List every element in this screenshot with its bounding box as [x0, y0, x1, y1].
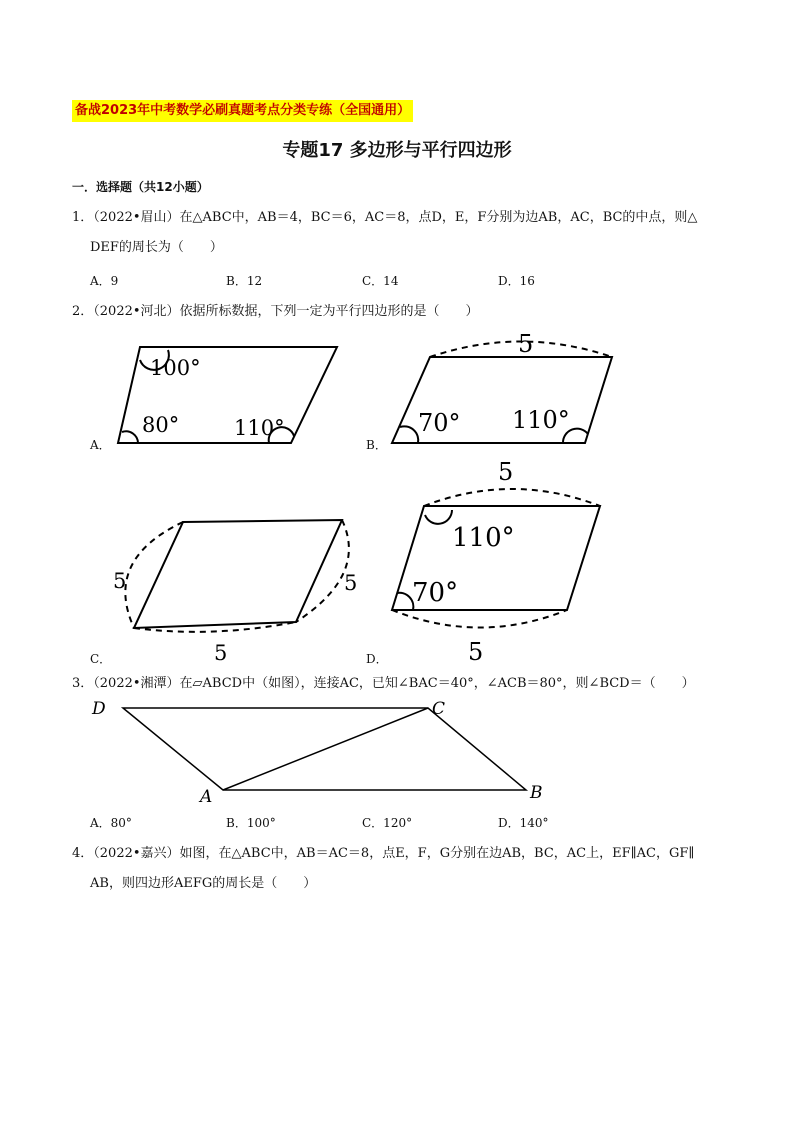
- q2-figure-d: [388, 455, 618, 665]
- figure-a-angle-100: 100°: [150, 356, 201, 380]
- vertex-d-label: D: [92, 699, 106, 719]
- figure-a-angle-110: 110°: [234, 416, 285, 440]
- series-banner: 备战2023年中考数学必刷真题考点分类专练（全国通用）: [72, 100, 413, 122]
- vertex-b-label: B: [530, 783, 543, 803]
- figure-d-angle-70: 70°: [412, 578, 459, 608]
- q4-stem-line2: AB，则四边形AEFG的周长是（ ）: [90, 876, 317, 891]
- figure-b-angle-110: 110°: [512, 406, 570, 434]
- q2-figure-a: [110, 340, 350, 455]
- q3-option-b: B．100°: [226, 816, 276, 830]
- q1-option-c: C．14: [362, 274, 399, 288]
- figure-d-angle-arc-bottom: [397, 593, 413, 610]
- q2-figure-a-label: A．: [90, 438, 111, 452]
- q2-figure-b: [388, 330, 628, 455]
- figure-c-side-5-left: 5: [113, 569, 127, 593]
- figure-a-angle-80: 80°: [142, 413, 180, 437]
- figure-b-angle-70: 70°: [418, 409, 461, 437]
- q3-figure-parallelogram: [88, 696, 568, 808]
- figure-d-angle-arc-top: [425, 510, 452, 524]
- figure-b-side-5: 5: [518, 330, 534, 358]
- figure-b-angle-arc-left: [400, 426, 418, 443]
- figure-c-side-5-bottom: 5: [214, 641, 228, 665]
- q1-stem-line1: 1．（2022•眉山）在△ABC中，AB＝4，BC＝6，AC＝8，点D，E，F分别为边AB，AC，BC的中点，则△: [72, 210, 698, 225]
- q2-stem: 2．（2022•河北）依据所标数据，下列一定为平行四边形的是（ ）: [72, 304, 479, 319]
- figure-d-side-5-top: 5: [498, 458, 514, 486]
- q3-option-a: A．80°: [90, 816, 132, 830]
- page-title: 专题17 多边形与平行四边形: [282, 140, 512, 161]
- q2-figure-c-label: C．: [90, 652, 112, 666]
- q3-option-c: C．120°: [362, 816, 413, 830]
- q1-stem-line2: DEF的周长为（ ）: [90, 240, 223, 255]
- figure-a-angle-arc-bottom-left: [122, 431, 138, 443]
- q1-option-d: D．16: [498, 274, 535, 288]
- figure-c-length-arc-left: [125, 522, 183, 628]
- q1-option-a: A．9: [90, 274, 119, 288]
- figure-c-quadrilateral: [134, 520, 342, 628]
- q3-option-d: D．140°: [498, 816, 549, 830]
- figure-d-length-arc-bottom: [392, 610, 567, 628]
- figure-c-side-5-right: 5: [344, 571, 358, 595]
- q2-figure-b-label: B．: [366, 438, 387, 452]
- vertex-c-label: C: [432, 699, 446, 719]
- section-heading: 一．选择题（共12小题）: [72, 180, 209, 194]
- q4-stem-line1: 4．（2022•嘉兴）如图，在△ABC中，AB＝AC＝8，点E，F，G分别在边AB，BC，AC上，EF∥AC，GF∥: [72, 846, 695, 861]
- q2-figure-d-label: D．: [366, 652, 388, 666]
- q2-figure-c: [108, 510, 368, 670]
- vertex-a-label: A: [200, 787, 213, 807]
- q1-option-b: B．12: [226, 274, 263, 288]
- figure-d-length-arc-top: [424, 489, 600, 506]
- figure-d-side-5-bottom: 5: [468, 638, 484, 665]
- diagonal-ac: [223, 708, 428, 790]
- q3-stem: 3．（2022•湘潭）在▱ABCD中（如图），连接AC，已知∠BAC＝40°，∠ACB＝80°，则∠BCD＝（ ）: [72, 676, 695, 691]
- figure-d-angle-110: 110°: [452, 523, 515, 553]
